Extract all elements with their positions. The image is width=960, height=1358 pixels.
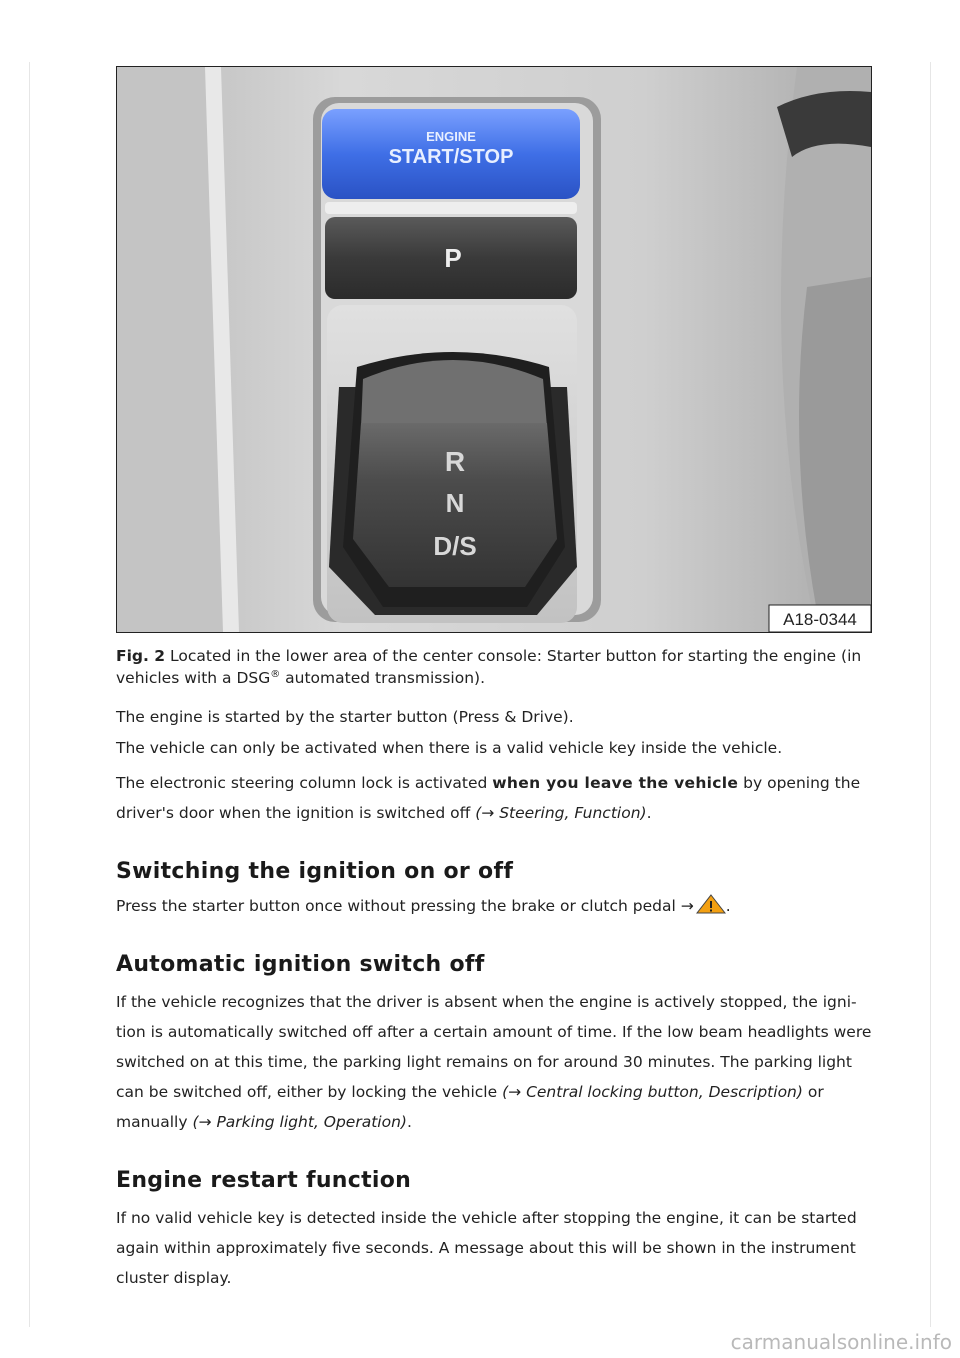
intro-paragraph-1: The engine is started by the starter button (Press & Drive). <box>116 708 574 726</box>
arrow-right-icon: → <box>680 897 694 915</box>
left-margin-rule <box>29 62 30 1327</box>
figure-label: Fig. 2 <box>116 647 166 665</box>
caption-text-end: automated transmission). <box>280 669 486 687</box>
ref-text: Central locking button, Description) <box>521 1083 803 1101</box>
parking-light-link[interactable] <box>192 1113 406 1131</box>
ref-open-paren: ( <box>502 1083 509 1101</box>
p3-text-end: . <box>646 804 652 822</box>
auto-text-1: If the vehicle recognizes that the driver is absent when the engine is actively stopped, the ignition is automatically switched off after a certain amount of time. If the low beam headlights were switched on at this time, the parking light remains on for around 30 minutes. The parking light can be switched off, either by locking the vehicle <box>116 993 872 1101</box>
central-locking-link[interactable] <box>502 1083 803 1101</box>
document-body <box>116 645 876 1301</box>
heading-automatic-switch-off: Automatic ignition switch off <box>116 952 485 977</box>
watermark: carmanualsonline.info <box>730 1330 952 1354</box>
caption-text: Located in the lower area of the center console: Starter button for starting the engine (in vehicles with a DSG <box>116 647 862 687</box>
switch-paragraph <box>116 894 876 921</box>
button-startstop-label: START/STOP <box>388 146 514 168</box>
intro-paragraph-2: The vehicle can only be activated when there is a valid vehicle key inside the vehicle. <box>116 739 783 757</box>
auto-paragraph <box>116 987 876 1137</box>
p3-text-start: The electronic steering column lock is activated <box>116 774 493 792</box>
ref-open-paren: ( <box>192 1113 199 1131</box>
intro-paragraph-3 <box>116 768 876 828</box>
figure-code: A18-0344 <box>783 610 857 629</box>
auto-text-end: . <box>406 1113 412 1131</box>
switch-text-end: . <box>725 897 731 915</box>
auto-text-2: or manually <box>116 1083 824 1131</box>
ref-text: Steering, Function) <box>494 804 647 822</box>
right-margin-rule <box>930 62 931 1327</box>
figure-caption <box>116 645 876 689</box>
p3-bold-text: when you leave the vehicle <box>492 774 739 792</box>
heading-switching-ignition: Switching the ignition on or off <box>116 859 514 884</box>
arrow-right-icon: → <box>508 1083 522 1101</box>
heading-engine-restart: Engine restart function <box>116 1168 412 1193</box>
selector-ds-label: D/S <box>433 531 477 561</box>
p3-text-mid: by opening the driver's door when the ignition is switched off <box>116 774 861 822</box>
registered-mark: ® <box>270 668 281 680</box>
restart-paragraph: If no valid vehicle key is detected inside the vehicle after stopping the engine, it can be started again within approximately five seconds. A message about this will be shown in the instrument cluster display. <box>116 1209 857 1287</box>
ref-text: Parking light, Operation) <box>211 1113 407 1131</box>
steering-function-link[interactable] <box>475 804 646 822</box>
selector-r-label: R <box>444 446 466 477</box>
switch-text: Press the starter button once without pressing the brake or clutch pedal <box>116 897 681 915</box>
selector-n-label: N <box>445 488 465 518</box>
warning-triangle-icon[interactable] <box>696 894 726 921</box>
arrow-right-icon: → <box>481 804 495 822</box>
figure-center-console <box>116 66 872 633</box>
ref-open-paren: ( <box>475 804 482 822</box>
arrow-right-icon: → <box>198 1113 212 1131</box>
button-engine-label: ENGINE <box>426 129 476 144</box>
p-button-label: P <box>444 243 462 273</box>
